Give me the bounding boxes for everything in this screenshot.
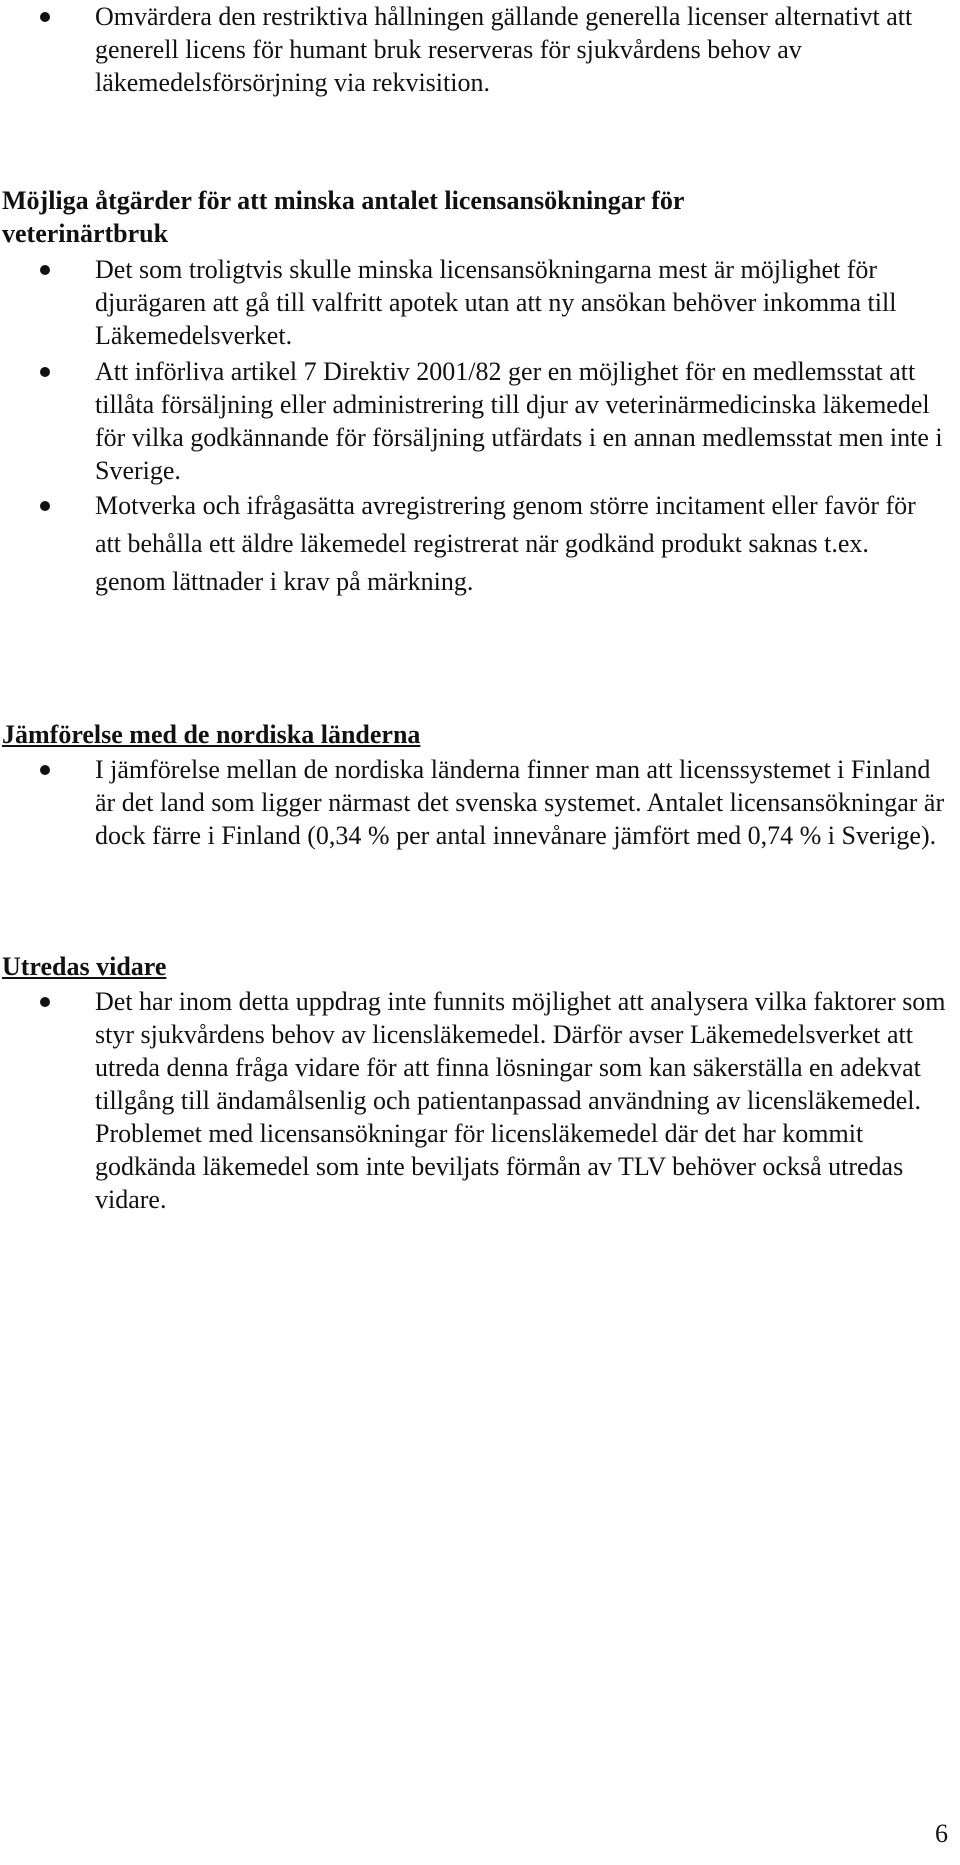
page-number: 6: [935, 1819, 948, 1848]
bullet-text: Motverka och ifrågasätta avregistrering genom större incitament eller favör för att behålla ett äldre läkemedel registrerat när godkänd produkt saknas t.ex. genom lättnader i krav på märkning.: [95, 491, 916, 596]
further-section: [0, 950, 960, 1216]
list-item: [0, 985, 960, 1216]
nordic-section: [0, 718, 960, 852]
bullet-text: Det har inom detta uppdrag inte funnits möjlighet att analysera vilka faktorer som styr sjukvårdens behov av licensläkemedel. Därför avser Läkemedelsverket att utreda denna fråga vidare för att finna lösningar som kan säkerställa en adekvat tillgång till ändamålsenlig och patientanpassad användning av licensläkemedel. Problemet med licensansökningar för licensläkemedel där det har kommit godkända läkemedel som inte beviljats förmån av TLV behöver också utredas vidare.: [95, 987, 946, 1214]
bullet-icon: [40, 265, 50, 275]
nordic-bullet-list: [0, 753, 960, 852]
bullet-icon: [40, 997, 50, 1007]
list-item: [0, 0, 960, 99]
intro-bullet-list: [0, 0, 960, 99]
bullet-text: Att införliva artikel 7 Direktiv 2001/82 ger en möjlighet för en medlemsstat att tillåta försäljning eller administrering till djur av veterinärmedicinska läkemedel för vilka godkännande för försäljning utfärdats i en annan medlemsstat men inte i Sverige.: [95, 357, 943, 485]
bullet-text: I jämförelse mellan de nordiska länderna finner man att licenssystemet i Finland är det land som ligger närmast det svenska systemet. Antalet licensansökningar är dock färre i Finland (0,34 % per antal innevånare jämfört med 0,74 % i Sverige).: [95, 755, 945, 850]
bullet-icon: [40, 367, 50, 377]
further-bullet-list: [0, 985, 960, 1216]
bullet-text: Det som troligtvis skulle minska licensansökningarna mest är möjlighet för djurägaren att gå till valfritt apotek utan att ny ansökan behöver inkomma till Läkemedelsverket.: [95, 255, 897, 350]
veterinary-section: [0, 184, 960, 601]
list-item: [0, 487, 960, 601]
bullet-icon: [40, 12, 50, 22]
list-item: [0, 355, 960, 487]
bullet-icon: [40, 765, 50, 775]
veterinary-bullet-list: [0, 253, 960, 601]
section-heading-further: Utredas vidare: [2, 952, 167, 981]
bullet-text: Omvärdera den restriktiva hållningen gällande generella licenser alternativt att generell licens för humant bruk reserveras för sjukvårdens behov av läkemedelsförsörjning via rekvisition.: [95, 2, 913, 97]
section-heading-veterinary: Möjliga åtgärder för att minska antalet licensansökningar för veterinärtbruk: [2, 186, 685, 248]
intro-section: [0, 0, 960, 99]
section-heading-nordic: Jämförelse med de nordiska länderna: [2, 720, 421, 749]
list-item: [0, 753, 960, 852]
bullet-icon: [40, 501, 50, 511]
list-item: [0, 253, 960, 352]
